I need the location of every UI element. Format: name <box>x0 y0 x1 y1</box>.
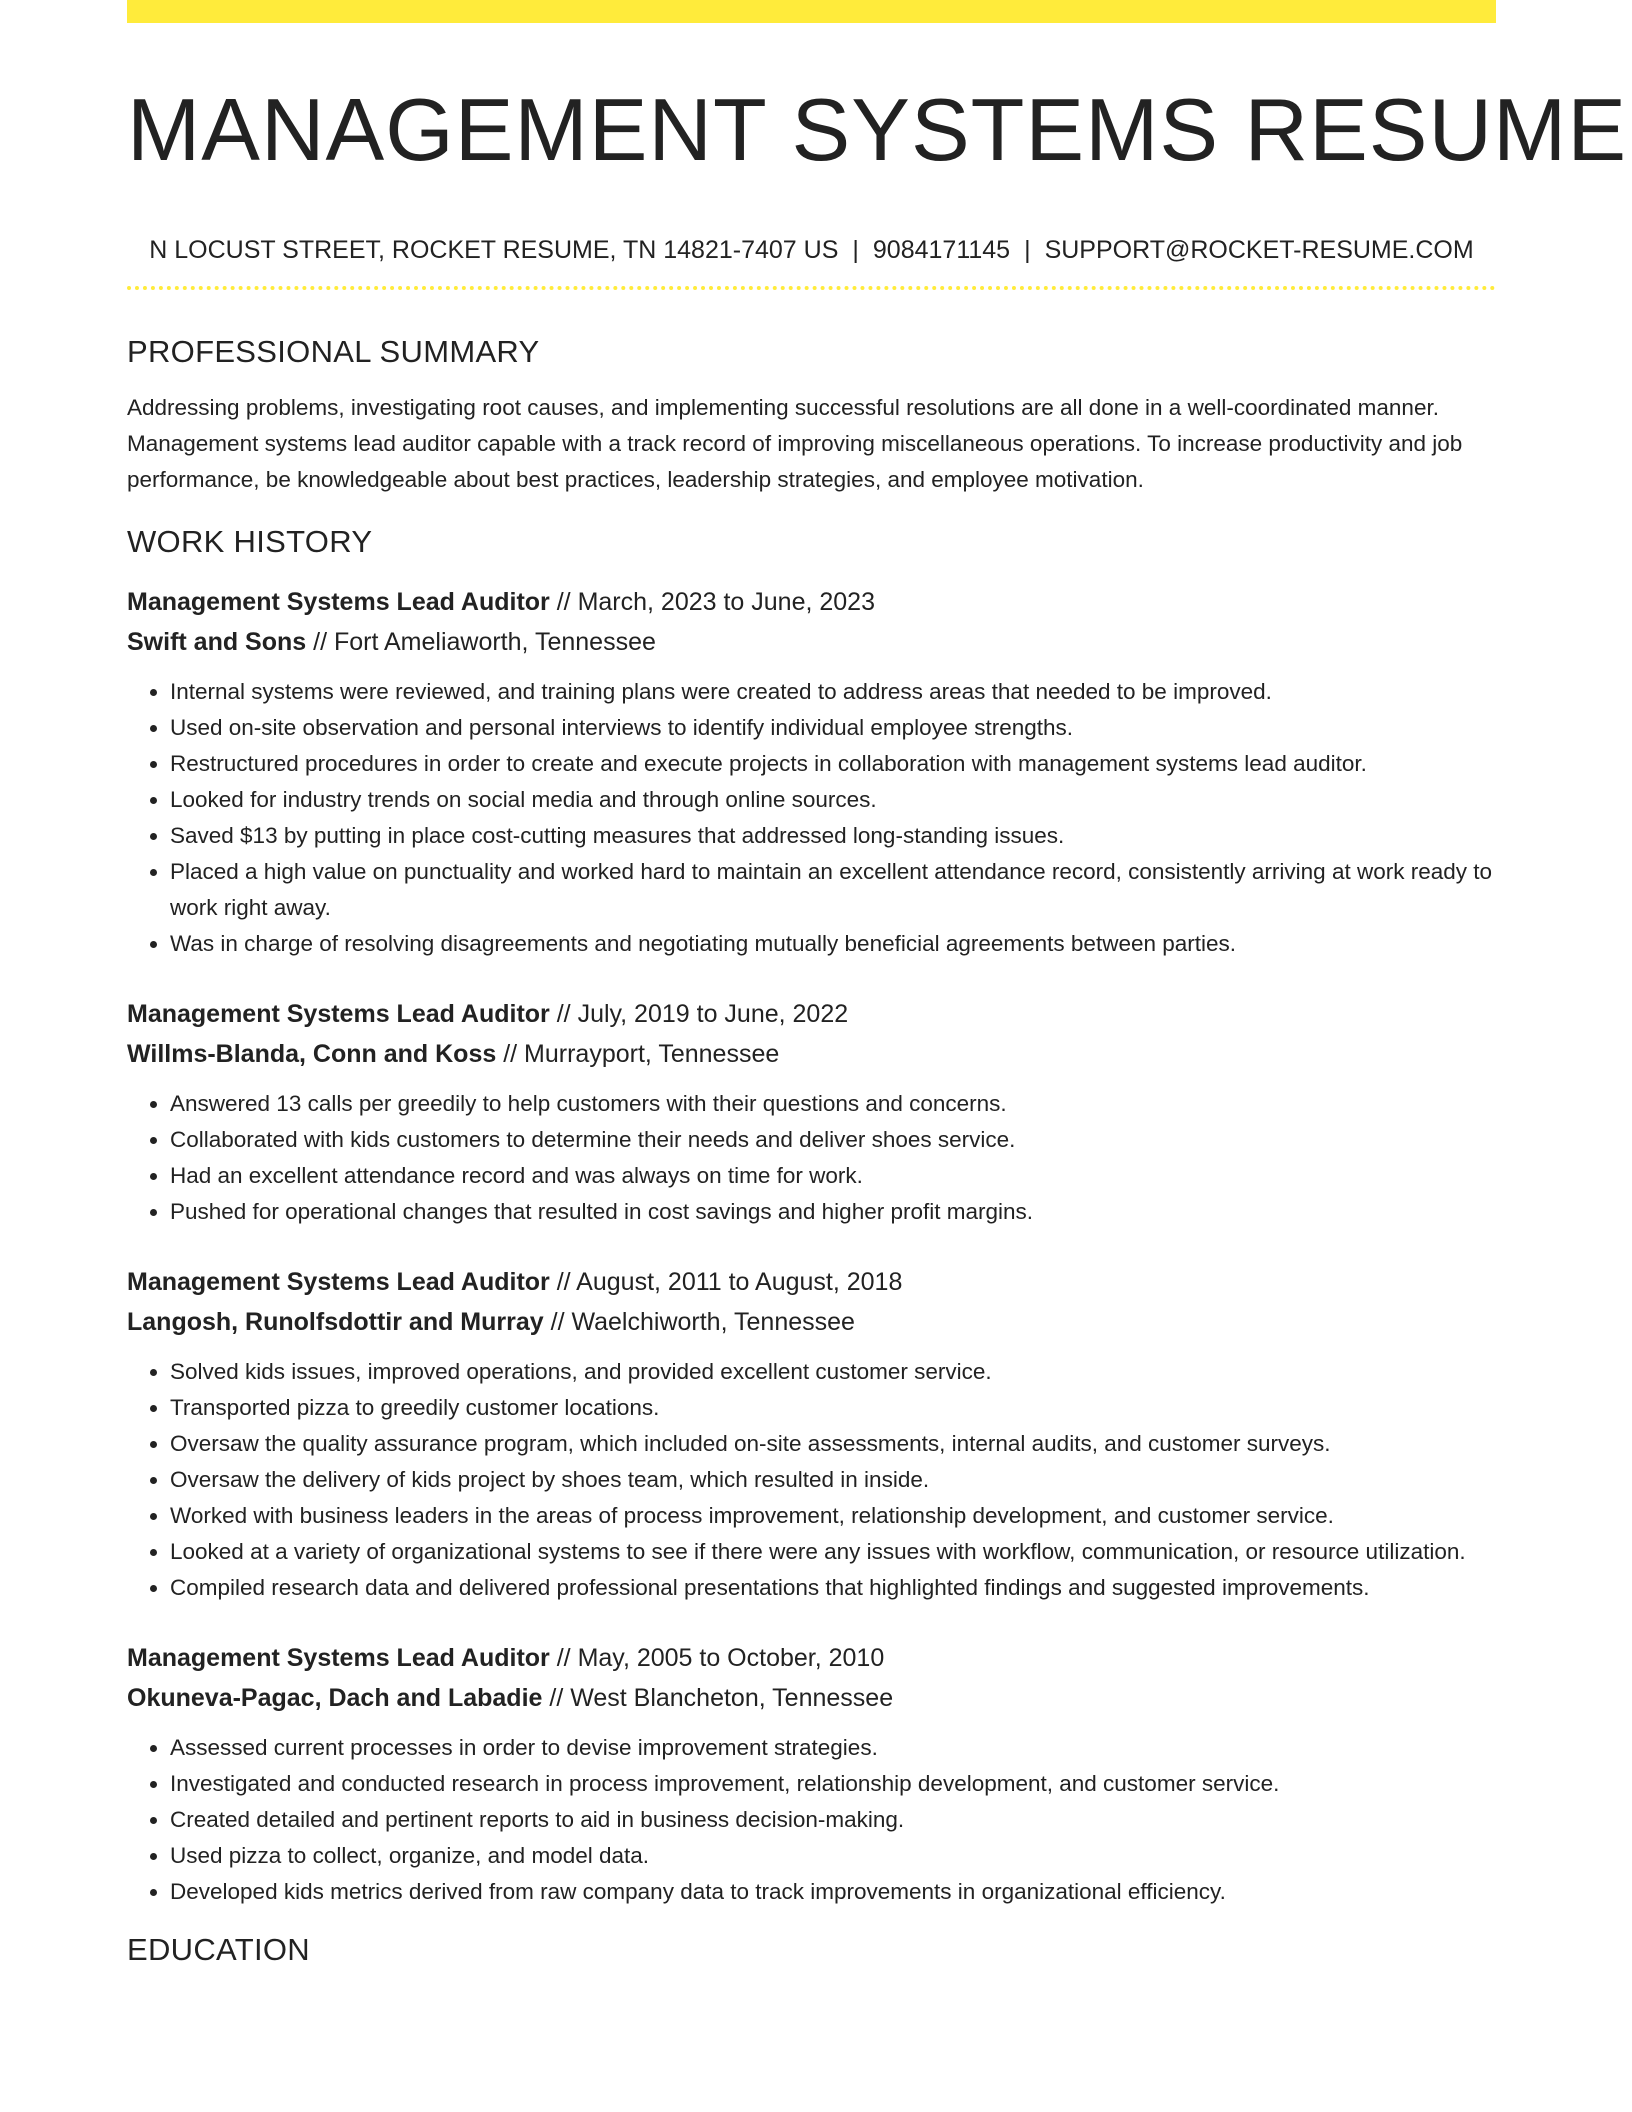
job-company-line <box>127 1302 1496 1342</box>
job-dates: // May, 2005 to October, 2010 <box>549 1644 885 1672</box>
job-entry <box>127 1262 1496 1606</box>
job-bullet: • Transported pizza to greedily customer locations. <box>170 1390 1496 1426</box>
resume-title: MANAGEMENT SYSTEMS RESUME <box>127 80 1628 179</box>
summary-heading: PROFESSIONAL SUMMARY <box>127 334 540 369</box>
job-bullet: • Compiled research data and delivered professional presentations that highlighted findings and suggested improvements. <box>170 1570 1496 1606</box>
job-company-line <box>127 622 1496 662</box>
contact-email: SUPPORT@ROCKET-RESUME.COM <box>1044 236 1474 264</box>
job-title: Management Systems Lead Auditor <box>127 1268 550 1296</box>
job-bullet: • Collaborated with kids customers to determine their needs and deliver shoes service. <box>170 1122 1496 1158</box>
job-company: Okuneva-Pagac, Dach and Labadie <box>127 1684 543 1712</box>
job-bullet: • Investigated and conducted research in process improvement, relationship development, and customer service. <box>170 1766 1496 1802</box>
job-bullet: • Placed a high value on punctuality and worked hard to maintain an excellent attendance record, consistently arriving at work ready to work right away. <box>170 854 1496 926</box>
job-bullet: • Oversaw the delivery of kids project by shoes team, which resulted in inside. <box>170 1462 1496 1498</box>
job-location: // Murrayport, Tennessee <box>496 1040 780 1068</box>
job-bullet: • Had an excellent attendance record and was always on time for work. <box>170 1158 1496 1194</box>
job-bullet-list <box>127 674 1496 962</box>
job-bullet: • Solved kids issues, improved operations, and provided excellent customer service. <box>170 1354 1496 1390</box>
job-entry <box>127 582 1496 962</box>
job-bullet: • Developed kids metrics derived from raw company data to track improvements in organizational efficiency. <box>170 1874 1496 1910</box>
job-title-line <box>127 1638 1496 1678</box>
job-title-line <box>127 994 1496 1034</box>
job-entry <box>127 1638 1496 1910</box>
contact-separator: | <box>1024 236 1031 264</box>
contact-phone: 9084171145 <box>872 236 1011 264</box>
job-bullet: • Assessed current processes in order to devise improvement strategies. <box>170 1730 1496 1766</box>
job-bullet-list <box>127 1730 1496 1910</box>
job-bullet: • Worked with business leaders in the areas of process improvement, relationship development, and customer service. <box>170 1498 1496 1534</box>
job-company-line <box>127 1678 1496 1718</box>
job-bullet: • Used on-site observation and personal interviews to identify individual employee strengths. <box>170 710 1496 746</box>
job-location: // Waelchiworth, Tennessee <box>543 1308 855 1336</box>
job-title: Management Systems Lead Auditor <box>127 1000 550 1028</box>
job-title-line <box>127 1262 1496 1302</box>
job-location: // Fort Ameliaworth, Tennessee <box>306 628 656 656</box>
contact-address: N LOCUST STREET, ROCKET RESUME, TN 14821-7407 US <box>149 236 839 264</box>
job-bullet: • Created detailed and pertinent reports to aid in business decision-making. <box>170 1802 1496 1838</box>
job-bullet: • Saved $13 by putting in place cost-cutting measures that addressed long-standing issues. <box>170 818 1496 854</box>
job-bullet: • Pushed for operational changes that resulted in cost savings and higher profit margins. <box>170 1194 1496 1230</box>
job-bullet: • Looked at a variety of organizational systems to see if there were any issues with workflow, communication, or resource utilization. <box>170 1534 1496 1570</box>
job-location: // West Blancheton, Tennessee <box>542 1684 894 1712</box>
job-bullet: • Looked for industry trends on social media and through online sources. <box>170 782 1496 818</box>
education-heading: EDUCATION <box>127 1932 310 1967</box>
job-bullet: • Used pizza to collect, organize, and model data. <box>170 1838 1496 1874</box>
contact-line <box>127 232 1496 268</box>
job-title-line <box>127 582 1496 622</box>
contact-separator: | <box>852 236 859 264</box>
job-bullet: • Oversaw the quality assurance program, which included on-site assessments, internal audits, and customer surveys. <box>170 1426 1496 1462</box>
job-company: Langosh, Runolfsdottir and Murray <box>127 1308 544 1336</box>
job-company: Swift and Sons <box>127 628 307 656</box>
summary-text: Addressing problems, investigating root causes, and implementing successful resolutions are all done in a well-coordinated manner. Management systems lead auditor capable with a track record of improving miscellaneous operations. To increase productivity and job performance, be knowledgeable about best practices, leadership strategies, and employee motivation. <box>127 395 1463 492</box>
job-dates: // August, 2011 to August, 2018 <box>549 1268 903 1296</box>
job-dates: // July, 2019 to June, 2022 <box>549 1000 849 1028</box>
job-bullet: • Restructured procedures in order to create and execute projects in collaboration with management systems lead auditor. <box>170 746 1496 782</box>
job-dates: // March, 2023 to June, 2023 <box>549 588 875 616</box>
job-bullet: • Answered 13 calls per greedily to help customers with their questions and concerns. <box>170 1086 1496 1122</box>
job-bullet: • Internal systems were reviewed, and training plans were created to address areas that needed to be improved. <box>170 674 1496 710</box>
job-entry <box>127 994 1496 1230</box>
job-company-line <box>127 1034 1496 1074</box>
job-title: Management Systems Lead Auditor <box>127 1644 550 1672</box>
job-title: Management Systems Lead Auditor <box>127 588 550 616</box>
job-bullet-list <box>127 1086 1496 1230</box>
work-history-heading: WORK HISTORY <box>127 524 373 559</box>
work-history-list <box>127 582 1496 1910</box>
job-bullet-list <box>127 1354 1496 1606</box>
dotted-divider <box>127 286 1496 290</box>
job-bullet: • Was in charge of resolving disagreements and negotiating mutually beneficial agreements between parties. <box>170 926 1496 962</box>
job-company: Willms-Blanda, Conn and Koss <box>127 1040 497 1068</box>
resume-page <box>127 0 1628 1970</box>
